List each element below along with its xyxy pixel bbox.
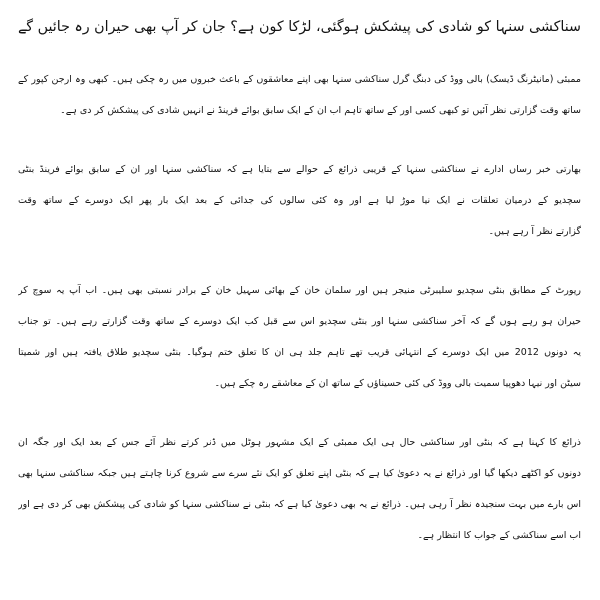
paragraph-line: ممبئی (مانیٹرنگ ڈیسک) بالی ووڈ کی دبنگ گرل سناکشی سنہا بھی اپنے معاشقوں کے باعث خبروں میں رہ چکی ہیں۔ کبھی وہ ارجن کپور کے — [18, 74, 581, 85]
article-paragraph — [18, 275, 581, 399]
paragraph-line: گزارتے نظر آ رہے ہیں۔ — [488, 226, 581, 237]
paragraph-line: ساتھ وقت گزارتی نظر آئیں تو کبھی کسی اور کے ساتھ تاہم اب ان کے ایک سابق بوائے فرینڈ نے انہیں شادی کی پیشکش کر دی ہے۔ — [60, 105, 581, 116]
paragraph-line: اس بارے میں بہت سنجیدہ نظر آ رہی ہیں۔ ذرائع نے یہ بھی دعویٰ کیا ہے کہ بنٹی نے سناکشی سنہا کو شادی کی پیشکش بھی کر دی ہے اور — [18, 499, 581, 510]
paragraph-line: سیٹن اور نیہا دھوپیا سمیت بالی ووڈ کی کئی حسیناؤں کے ساتھ ان کے معاشقے رہ چکے ہیں۔ — [214, 378, 581, 389]
paragraph-line: حیران ہو رہے ہوں گے کہ آخر سناکشی سنہا اور بنٹی سچدیو اس سے قبل کب ایک دوسرے کے ساتھ وقت گزارتے رہے ہیں۔ تو جناب — [18, 316, 581, 327]
article-paragraph — [18, 154, 581, 247]
article-paragraph — [18, 427, 581, 551]
paragraph-line: سچدیو کے درمیان تعلقات نے ایک نیا موڑ لیا ہے اور وہ کئی سالوں کی جدائی کے بعد ایک بار پھر ایک دوسرے کے ساتھ وقت — [18, 195, 581, 206]
article-body — [18, 64, 581, 551]
paragraph-line: اب اسے سناکشی کے جواب کا انتظار ہے۔ — [417, 530, 581, 541]
paragraph-line: ذرائع کا کہنا ہے کہ بنٹی اور سناکشی حال ہی ایک ممبئی کے ایک مشہور ہوٹل میں ڈنر کرتے نظر آئے جس کے بعد ایک اور جگہ ان — [18, 437, 581, 448]
paragraph-line: بھارتی خبر رساں ادارے نے سناکشی سنہا کے قریبی ذرائع کے حوالے سے بتایا ہے کہ سناکشی سنہا اور ان کے سابق بوائے فرینڈ بنٹی — [18, 164, 581, 175]
paragraph-line: رپورٹ کے مطابق بنٹی سچدیو سلیبرٹی منیجر ہیں اور سلمان خان کے بھائی سہیل خان کے برادر نسبتی بھی ہیں۔ اب آپ یہ سوچ کر — [18, 285, 581, 296]
paragraph-line: یہ دونوں 2012 میں ایک دوسرے کے انتہائی قریب تھے تاہم جلد ہی ان کا تعلق ختم ہوگیا۔ بنٹی سچدیو طلاق یافتہ ہیں اور شمیتا — [18, 347, 581, 358]
paragraph-line: دونوں کو اکٹھے دیکھا گیا اور ذرائع نے یہ دعویٰ کیا ہے کہ بنٹی اپنے تعلق کو ایک نئے سرے سے شروع کرنا چاہتے ہیں جبکہ سناکشی سنہا بھی — [18, 468, 581, 479]
article-paragraph — [18, 64, 581, 126]
article-title: سناکشی سنہا کو شادی کی پیشکش ہوگئی، لڑکا کون ہے؟ جان کر آپ بھی حیران رہ جائیں گے — [18, 19, 581, 35]
